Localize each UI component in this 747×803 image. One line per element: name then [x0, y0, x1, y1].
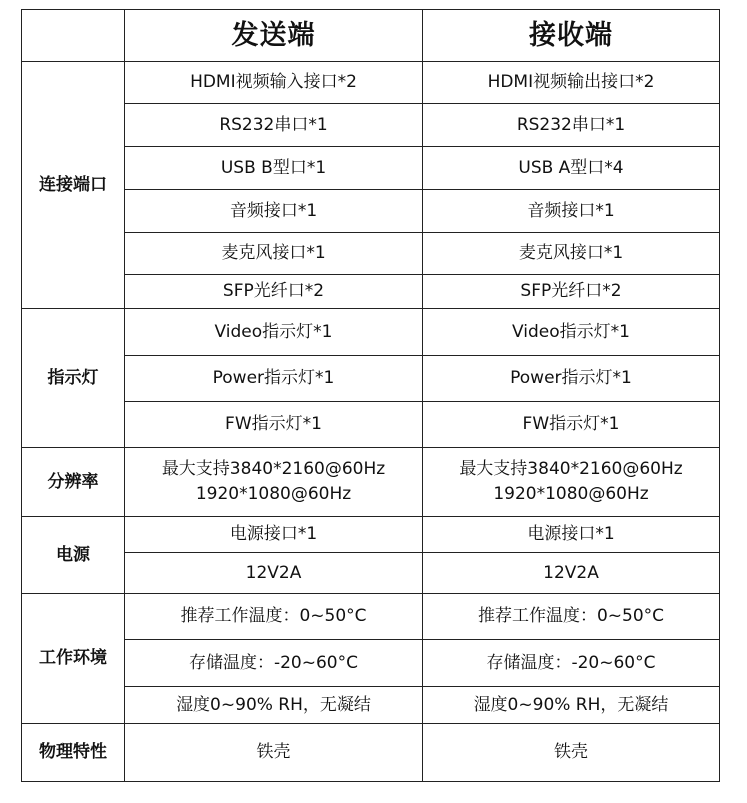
category-indicators: 指示灯: [22, 309, 125, 448]
table-row: [22, 724, 720, 782]
table-row: [22, 517, 720, 553]
sender-cell: 麦克风接口*1: [125, 233, 423, 275]
sender-cell: RS232串口*1: [125, 104, 423, 147]
table-row: [22, 553, 720, 594]
spec-table: [21, 9, 720, 782]
sender-cell: Video指示灯*1: [125, 309, 423, 356]
receiver-cell: SFP光纤口*2: [423, 275, 720, 309]
sender-cell: 12V2A: [125, 553, 423, 594]
receiver-cell: 麦克风接口*1: [423, 233, 720, 275]
receiver-cell: 音频接口*1: [423, 190, 720, 233]
receiver-cell: 存储温度：-20~60°C: [423, 640, 720, 687]
sender-cell: 湿度0~90% RH，无凝结: [125, 687, 423, 724]
sender-cell: 推荐工作温度：0~50°C: [125, 594, 423, 640]
sender-cell: Power指示灯*1: [125, 356, 423, 402]
sender-cell: 电源接口*1: [125, 517, 423, 553]
table-row: [22, 687, 720, 724]
receiver-cell: [423, 448, 720, 517]
table-row: [22, 233, 720, 275]
sender-cell: USB B型口*1: [125, 147, 423, 190]
receiver-cell: FW指示灯*1: [423, 402, 720, 448]
table-row: [22, 594, 720, 640]
sender-cell: 音频接口*1: [125, 190, 423, 233]
header-receiver: 接收端: [423, 10, 720, 62]
table-row: [22, 402, 720, 448]
category-environment: 工作环境: [22, 594, 125, 724]
receiver-cell: HDMI视频输出接口*2: [423, 62, 720, 104]
sender-cell: 铁壳: [125, 724, 423, 782]
receiver-cell: 12V2A: [423, 553, 720, 594]
resolution-line: 1920*1080@60Hz: [493, 484, 649, 504]
sender-cell: 存储温度：-20~60°C: [125, 640, 423, 687]
receiver-cell: 铁壳: [423, 724, 720, 782]
receiver-cell: RS232串口*1: [423, 104, 720, 147]
header-sender: 发送端: [125, 10, 423, 62]
receiver-cell: 湿度0~90% RH，无凝结: [423, 687, 720, 724]
category-resolution: 分辨率: [22, 448, 125, 517]
receiver-cell: USB A型口*4: [423, 147, 720, 190]
receiver-cell: Power指示灯*1: [423, 356, 720, 402]
resolution-line: 1920*1080@60Hz: [195, 484, 352, 504]
receiver-cell: 推荐工作温度：0~50°C: [423, 594, 720, 640]
table-row: [22, 62, 720, 104]
sender-cell: HDMI视频输入接口*2: [125, 62, 423, 104]
resolution-line: 最大支持3840*2160@60Hz: [161, 459, 386, 480]
table-row: [22, 190, 720, 233]
sender-cell: [125, 448, 423, 517]
sender-cell: SFP光纤口*2: [125, 275, 423, 309]
header-corner-cell: [22, 10, 125, 62]
table-row: [22, 104, 720, 147]
sender-cell: FW指示灯*1: [125, 402, 423, 448]
table-row: [22, 356, 720, 402]
header-row: [22, 10, 720, 62]
category-physical: 物理特性: [22, 724, 125, 782]
table-row: [22, 275, 720, 309]
receiver-cell: Video指示灯*1: [423, 309, 720, 356]
category-power: 电源: [22, 517, 125, 594]
category-ports: 连接端口: [22, 62, 125, 309]
table-row: [22, 309, 720, 356]
receiver-cell: 电源接口*1: [423, 517, 720, 553]
table-row: [22, 640, 720, 687]
table-row: [22, 147, 720, 190]
table-row: [22, 448, 720, 517]
resolution-line: 最大支持3840*2160@60Hz: [459, 459, 683, 480]
